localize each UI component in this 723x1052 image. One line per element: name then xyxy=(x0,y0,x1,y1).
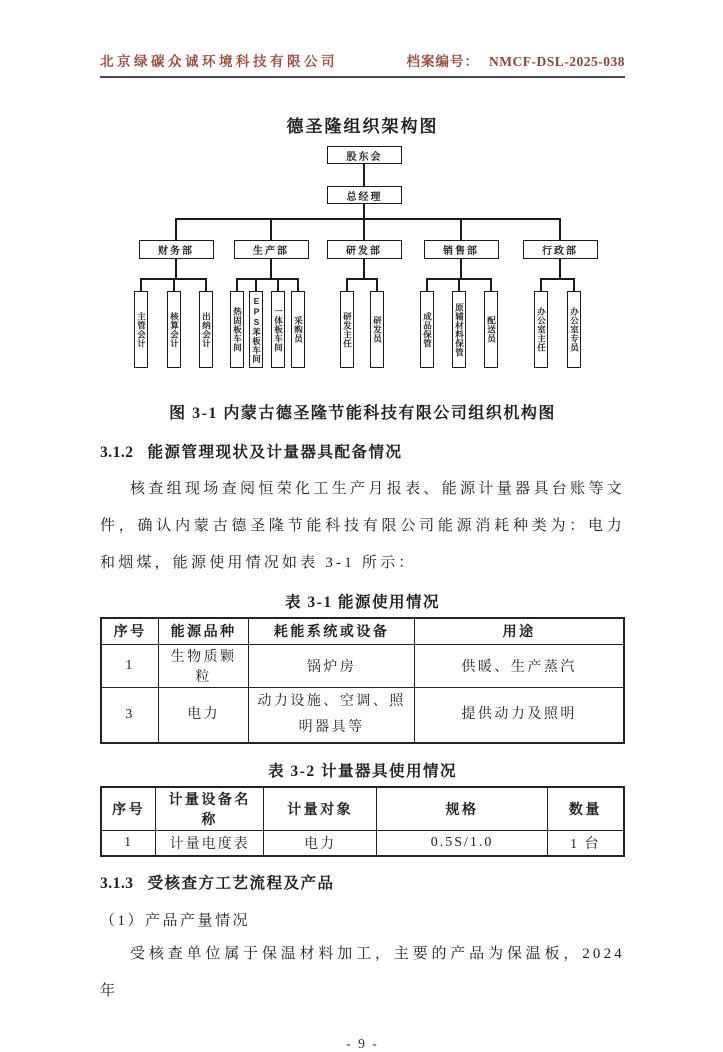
connector-line xyxy=(346,278,348,291)
org-leaf-thermoset-workshop: 热固板车间 xyxy=(230,291,244,368)
org-box-dept-production: 生产部 xyxy=(234,240,309,259)
org-leaf-rnd-staff: 研发员 xyxy=(370,291,384,368)
org-box-dept-finance: 财务部 xyxy=(139,240,214,259)
cell-use: 供暖、生产蒸汽 xyxy=(415,644,624,687)
table-header-row xyxy=(101,787,624,831)
connector-line xyxy=(205,278,207,291)
connector-line xyxy=(426,278,428,291)
org-leaf-office-clerk: 办公室专员 xyxy=(567,291,581,368)
section-number: 3.1.3 xyxy=(100,875,134,892)
cell-system: 动力设施、空调、照明器具等 xyxy=(248,687,414,743)
cell-energy: 电力 xyxy=(159,687,249,743)
org-leaf-cost-accountant: 核算会计 xyxy=(167,291,181,368)
table-3-1-title: 表 3-1 能源使用情况 xyxy=(285,594,440,611)
cell-energy: 生物质颗粒 xyxy=(159,644,249,687)
org-leaf-purchaser: 采购员 xyxy=(291,291,305,368)
org-leaf-chief-accountant: 主管会计 xyxy=(134,291,148,368)
file-number-group xyxy=(407,50,626,70)
connector-line xyxy=(559,218,561,240)
connector-line xyxy=(460,259,462,280)
connector-line xyxy=(490,278,492,291)
connector-line xyxy=(376,278,378,291)
connector-line xyxy=(255,278,257,291)
table-energy-usage xyxy=(100,617,625,744)
cell-seq: 1 xyxy=(101,830,156,856)
orgchart-title: 德圣隆组织架构图 xyxy=(286,117,439,136)
connector-line xyxy=(460,218,462,240)
cell-target: 电力 xyxy=(263,830,376,856)
col-header: 计量对象 xyxy=(263,787,376,831)
connector-line xyxy=(559,259,561,280)
org-box-dept-sales: 销售部 xyxy=(424,240,499,259)
cell-use: 提供动力及照明 xyxy=(415,687,624,743)
connector-line xyxy=(173,278,175,291)
list-item-product-output: （1）产品产量情况 xyxy=(100,913,251,929)
file-number-label: 档案编号： xyxy=(406,54,479,69)
section-number: 3.1.2 xyxy=(100,444,134,461)
col-header: 能源品种 xyxy=(159,618,249,644)
connector-line xyxy=(540,278,575,280)
org-leaf-deliverer: 配送员 xyxy=(484,291,498,368)
connector-line xyxy=(363,259,365,280)
table-3-2-title: 表 3-2 计量器具使用情况 xyxy=(268,762,457,780)
org-leaf-rnd-director: 研发主任 xyxy=(340,291,354,368)
org-leaf-office-director: 办公室主任 xyxy=(534,291,548,368)
table-row xyxy=(101,644,624,687)
col-header: 用途 xyxy=(415,618,624,644)
col-header: 规格 xyxy=(377,787,547,831)
cell-qty: 1 台 xyxy=(547,830,624,856)
connector-line xyxy=(140,278,142,291)
connector-line xyxy=(363,204,365,219)
org-box-shareholders: 股东会 xyxy=(327,146,402,164)
section-title: 能源管理现状及计量器具配备情况 xyxy=(147,444,403,461)
connector-line xyxy=(363,164,365,186)
org-box-dept-rnd: 研发部 xyxy=(327,240,402,259)
connector-line xyxy=(346,278,378,280)
table-row xyxy=(101,687,624,743)
col-header: 序号 xyxy=(101,618,159,644)
table-row xyxy=(101,830,624,856)
section-heading-313 xyxy=(100,871,625,893)
org-leaf-panel-workshop: 一体板车间 xyxy=(271,291,285,368)
page-number: - 9 - xyxy=(346,1036,379,1051)
section-heading-312 xyxy=(100,440,625,462)
org-leaf-eps-workshop: EPS苯板车间 xyxy=(249,291,263,368)
paragraph-product-intro: 受核查单位属于保温材料加工，主要的产品为保温板，2024 年 xyxy=(100,946,625,999)
connector-line xyxy=(277,278,279,291)
org-leaf-cashier-accountant: 出纳会计 xyxy=(199,291,213,368)
cell-seq: 1 xyxy=(101,644,159,687)
org-leaf-product-keeper: 成品保管 xyxy=(420,291,434,368)
cell-spec: 0.5S/1.0 xyxy=(377,830,547,856)
section-title: 受核查方工艺流程及产品 xyxy=(147,875,335,892)
connector-line xyxy=(270,259,272,280)
connector-line xyxy=(236,278,238,291)
org-leaf-material-keeper: 原辅材料保管 xyxy=(452,291,466,368)
table-meter-usage xyxy=(100,786,625,858)
connector-line xyxy=(540,278,542,291)
connector-line xyxy=(363,218,365,240)
paragraph-energy-overview: 核查组现场查阅恒荣化工生产月报表、能源计量器具台账等文件，确认内蒙古德圣隆节能科技有限公司能源消耗种类为：电力和烟煤，能源使用情况如表 3-1 所示： xyxy=(100,481,625,571)
col-header: 耗能系统或设备 xyxy=(248,618,414,644)
figure-caption: 图 3-1 内蒙古德圣隆节能科技有限公司组织机构图 xyxy=(169,405,556,422)
orgchart xyxy=(100,141,625,378)
col-header: 计量设备名称 xyxy=(156,787,264,831)
col-header: 数量 xyxy=(547,787,624,831)
cell-device: 计量电度表 xyxy=(156,830,264,856)
connector-line xyxy=(270,218,272,240)
col-header: 序号 xyxy=(101,787,156,831)
connector-line xyxy=(573,278,575,291)
connector-line xyxy=(236,278,299,280)
org-box-dept-admin: 行政部 xyxy=(523,240,598,259)
cell-system: 锅炉房 xyxy=(248,644,414,687)
connector-line xyxy=(458,278,460,291)
connector-line xyxy=(175,218,177,240)
file-number: NMCF-DSL-2025-038 xyxy=(489,54,625,69)
connector-line xyxy=(175,259,177,280)
cell-seq: 3 xyxy=(101,687,159,743)
org-box-general-manager: 总经理 xyxy=(327,186,402,204)
connector-line xyxy=(297,278,299,291)
table-header-row xyxy=(101,618,624,644)
page-header xyxy=(100,0,625,78)
connector-line xyxy=(175,218,561,220)
company-name: 北京绿碳众诚环境科技有限公司 xyxy=(100,54,338,69)
